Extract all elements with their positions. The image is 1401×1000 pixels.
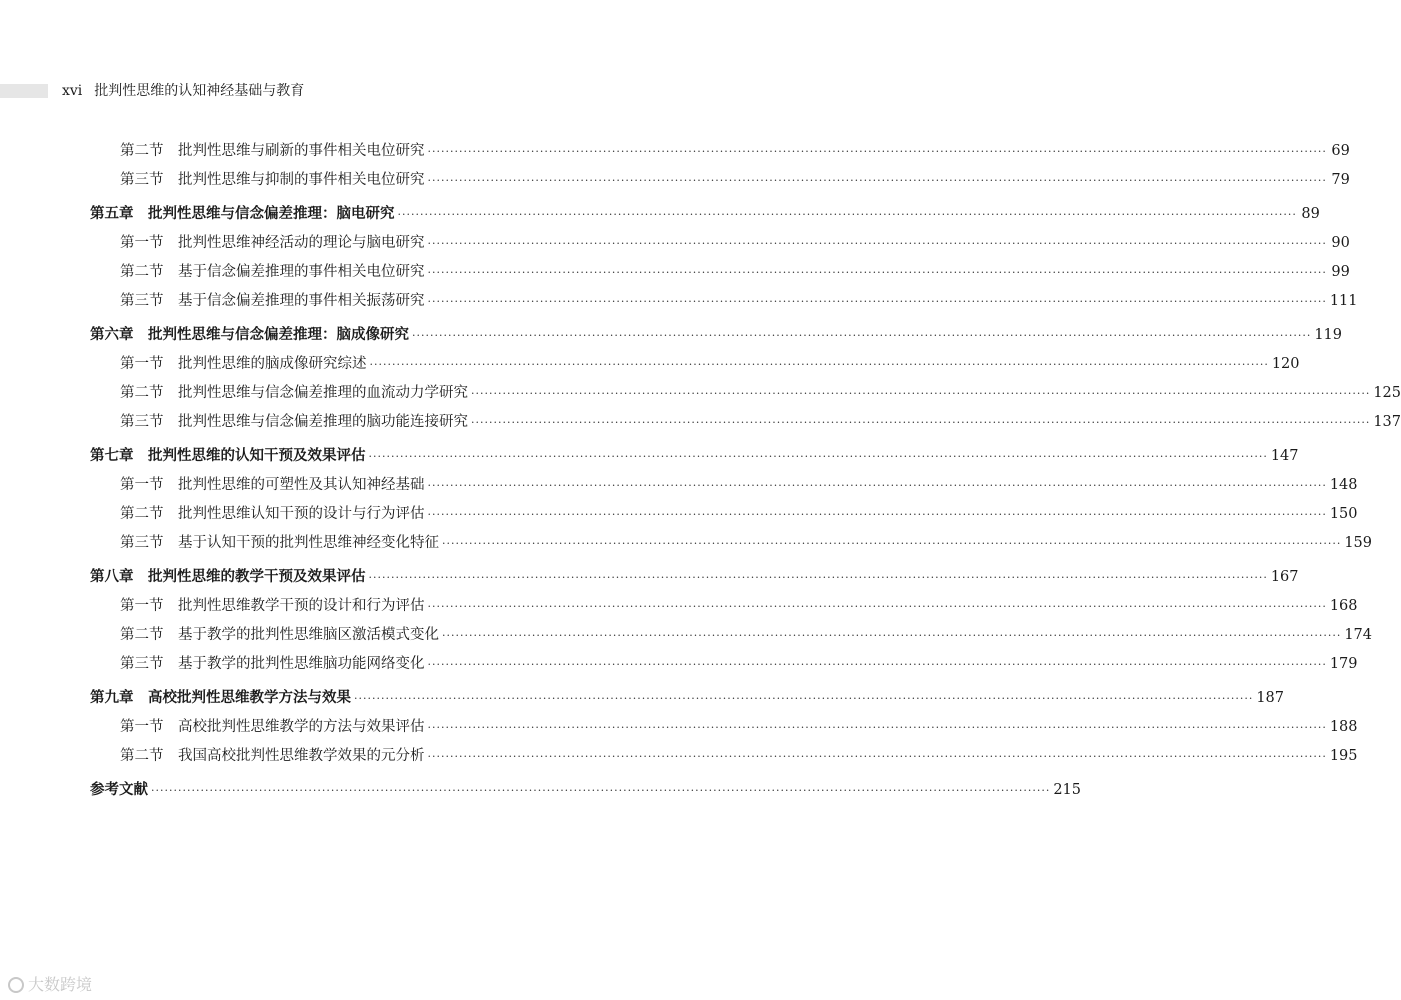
toc-entry-title: 高校批判性思维教学方法与效果 [148,690,351,706]
dot-leader: ········································································································································································································ [427,479,1327,492]
dot-leader: ········································································································································································································ [427,600,1327,613]
toc-entry-number: 第二节 [120,385,164,401]
dot-leader: ········································································································································································································ [369,358,1269,371]
toc-section-entry[interactable] [90,502,1358,531]
toc-section-entry[interactable] [90,594,1358,623]
toc-entry-number: 第一节 [120,356,164,372]
toc-entry-number: 第七章 [90,448,134,464]
toc-section-entry[interactable] [90,381,1401,410]
toc-entry-title: 批判性思维的可塑性及其认知神经基础 [178,477,425,493]
watermark [8,972,92,995]
toc-entry-page: 148 [1329,477,1358,493]
toc-entry-number: 第二节 [120,627,164,643]
toc-entry-page: 90 [1331,235,1350,251]
toc-entry-page: 174 [1344,627,1373,643]
toc-section-entry[interactable] [90,139,1350,168]
dot-leader: ········································································································································································································ [427,750,1327,763]
toc-entry-number: 第一节 [120,598,164,614]
toc-entry-page: 150 [1329,506,1358,522]
toc-entry-page: 147 [1270,448,1299,464]
toc-section-entry[interactable] [90,410,1401,439]
toc-chapter-entry[interactable] [90,565,1299,594]
toc-section-entry[interactable] [90,744,1358,773]
toc-entry-title: 批判性思维与信念偏差推理的血流动力学研究 [178,385,468,401]
toc-section-entry[interactable] [90,231,1350,260]
dot-leader: ········································································································································································································ [471,387,1371,400]
dot-leader: ········································································································································································································ [412,329,1312,342]
toc-section-entry[interactable] [90,715,1358,744]
toc-entry-title: 高校批判性思维教学的方法与效果评估 [178,719,425,735]
toc-section-entry[interactable] [90,289,1358,318]
dot-leader: ········································································································································································································ [397,208,1297,221]
dot-leader: ········································································································································································································ [354,692,1254,705]
watermark-logo-icon [8,977,24,993]
toc-entry-page: 89 [1301,206,1320,222]
toc-entry-title: 批判性思维认知干预的设计与行为评估 [178,506,425,522]
dot-leader: ········································································································································································································ [427,145,1327,158]
toc-entry-page: 167 [1270,569,1299,585]
toc-section-entry[interactable] [90,352,1300,381]
header-bar [0,84,48,98]
toc-entry-title: 批判性思维神经活动的理论与脑电研究 [178,235,425,251]
table-of-contents [90,139,1401,807]
dot-leader: ········································································································································································································ [427,508,1327,521]
running-header [62,80,304,102]
toc-entry-title: 基于信念偏差推理的事件相关振荡研究 [178,293,425,309]
toc-entry-title: 批判性思维与抑制的事件相关电位研究 [178,172,425,188]
toc-entry-number: 第一节 [120,235,164,251]
toc-entry-page: 159 [1344,535,1373,551]
header-page-number: xvi [62,83,83,99]
header-book-title: 批判性思维的认知神经基础与教育 [94,83,305,99]
toc-entry-title: 批判性思维与信念偏差推理：脑成像研究 [148,327,409,343]
toc-entry-number: 第一节 [120,719,164,735]
watermark-text: 大数跨境 [28,975,93,994]
toc-entry-page: 111 [1329,293,1358,309]
toc-entry-number: 第三节 [120,535,164,551]
toc-entry-title: 批判性思维与信念偏差推理的脑功能连接研究 [178,414,468,430]
toc-entry-number: 第二节 [120,748,164,764]
toc-entry-title: 基于信念偏差推理的事件相关电位研究 [178,264,425,280]
dot-leader: ········································································································································································································ [368,571,1268,584]
dot-leader: ········································································································································································································ [427,721,1327,734]
toc-entry-number: 第九章 [90,690,134,706]
dot-leader: ········································································································································································································ [442,537,1342,550]
toc-entry-page: 137 [1373,414,1401,430]
toc-entry-title: 基于教学的批判性思维脑区激活模式变化 [178,627,439,643]
page-header [0,80,714,102]
toc-entry-page: 120 [1271,356,1300,372]
toc-entry-number: 第八章 [90,569,134,585]
toc-entry-number: 第三节 [120,414,164,430]
toc-entry-page: 69 [1331,143,1350,159]
toc-entry-number: 第二节 [120,143,164,159]
toc-chapter-entry[interactable] [90,778,1082,807]
toc-entry-title: 批判性思维的教学干预及效果评估 [148,569,366,585]
toc-entry-title: 基于认知干预的批判性思维神经变化特征 [178,535,439,551]
toc-entry-page: 125 [1373,385,1401,401]
toc-chapter-entry[interactable] [90,202,1320,231]
toc-entry-title: 批判性思维与信念偏差推理：脑电研究 [148,206,395,222]
toc-entry-title: 批判性思维教学干预的设计和行为评估 [178,598,425,614]
toc-entry-page: 215 [1053,782,1082,798]
toc-entry-title: 参考文献 [90,782,148,798]
dot-leader: ········································································································································································································ [427,295,1327,308]
toc-entry-number: 第六章 [90,327,134,343]
toc-entry-title: 批判性思维的认知干预及效果评估 [148,448,366,464]
dot-leader: ········································································································································································································ [427,658,1327,671]
dot-leader: ········································································································································································································ [151,784,1051,797]
dot-leader: ········································································································································································································ [442,629,1342,642]
toc-entry-title: 我国高校批判性思维教学效果的元分析 [178,748,425,764]
toc-entry-number: 第三节 [120,172,164,188]
toc-entry-page: 168 [1329,598,1358,614]
toc-entry-number: 第二节 [120,264,164,280]
toc-section-entry[interactable] [90,260,1350,289]
toc-entry-title: 基于教学的批判性思维脑功能网络变化 [178,656,425,672]
toc-entry-page: 188 [1329,719,1358,735]
toc-section-entry[interactable] [90,168,1350,197]
toc-entry-number: 第一节 [120,477,164,493]
toc-entry-page: 99 [1331,264,1350,280]
toc-chapter-entry[interactable] [90,686,1285,715]
toc-entry-number: 第二节 [120,506,164,522]
toc-entry-number: 第三节 [120,656,164,672]
toc-entry-page: 79 [1331,172,1350,188]
toc-entry-number: 第三节 [120,293,164,309]
dot-leader: ········································································································································································································ [427,237,1327,250]
dot-leader: ········································································································································································································ [427,266,1327,279]
toc-entry-title: 批判性思维与刷新的事件相关电位研究 [178,143,425,159]
toc-entry-title: 批判性思维的脑成像研究综述 [178,356,367,372]
toc-entry-number: 第五章 [90,206,134,222]
toc-section-entry[interactable] [90,652,1358,681]
toc-section-entry[interactable] [90,531,1373,560]
toc-entry-page: 187 [1256,690,1285,706]
toc-entry-page: 119 [1314,327,1343,343]
toc-entry-page: 179 [1329,656,1358,672]
toc-entry-page: 195 [1329,748,1358,764]
toc-section-entry[interactable] [90,473,1358,502]
toc-section-entry[interactable] [90,623,1373,652]
dot-leader: ········································································································································································································ [471,416,1371,429]
dot-leader: ········································································································································································································ [368,450,1268,463]
dot-leader: ········································································································································································································ [427,174,1327,187]
toc-chapter-entry[interactable] [90,444,1299,473]
toc-chapter-entry[interactable] [90,323,1343,352]
